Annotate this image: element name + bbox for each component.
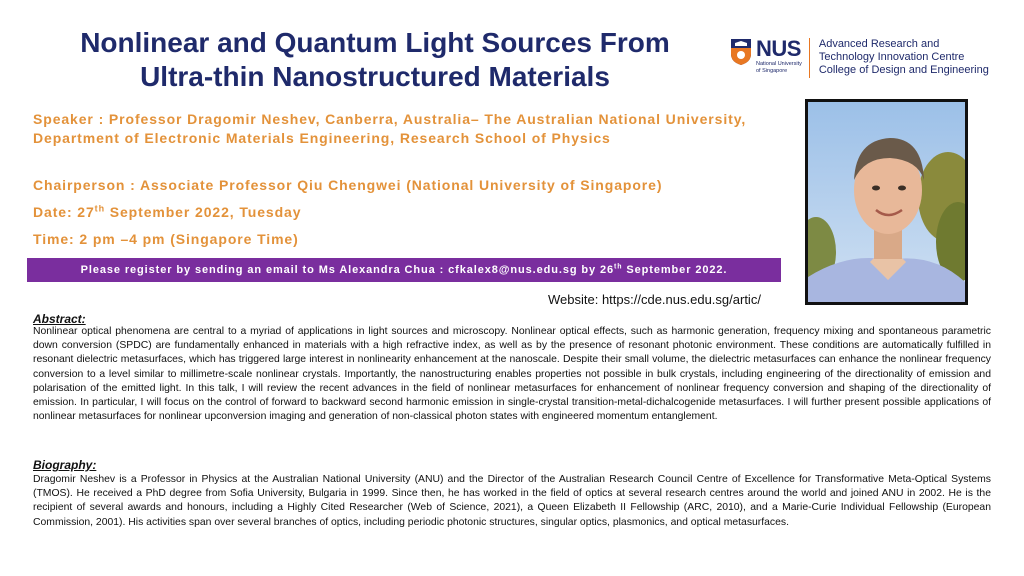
centre-line-1: Advanced Research and [818,38,940,50]
biography-text: Dragomir Neshev is a Professor in Physics at the Australian National University (ANU) and the Director of the Australian Research Council Centre of Excellence for Transformative Meta-Optical Systems (TMOS). He received a PhD degree from Sofia University, Bulgaria in 1999. Since then, he has worked in the field of optics at several research centres around the world and joined ANU in 2002. He is the recipient of several awards and honours, including a Highly Cited Researcher (Web of Science, 2021), a Queen Elizabeth II Fellowship (ARC, 2010), and a Marie-Curie Individual Fellowship (European Commission, 2001). His activities span over several branches of optics, including periodic photonic structures, singular optics, plasmonics, and optical metasurfaces. [33,474,991,528]
centre-line-3: College of Design and Engineering [818,64,989,76]
abstract-text: Nonlinear optical phenomena are central to a myriad of applications in light sources and microscopy. Nonlinear optical effects, such as harmonic generation, frequency mixing and spontaneous parametric down conversion (SPDC) are fundamentally enhanced in materials with a high refractive index, as well as by the presence of resonant photonic environment. These conditions are automatically fulfilled in resonant dielectric metasurfaces, which has triggered large interest in nonlinearity enhancement at the nanoscale. Despite their small volume, the dielectric metasurfaces can enhance the nonlinear frequency conversion to a level similar to millimetre-scale nonlinear crystals. Importantly, the nanostructuring enables properties not possible in bulk crystals, including engineering of the directionality of emission and polarisation of the emitted light. In this talk, I will review the recent advances in the field of nonlinear metasurfaces for enhancement of nonlinear frequency conversion and shaping of the directionality of emission. In particular, I will focus on the control of forward to backward second harmonic emission in single-crystal transition-metal-dichalcogenide metasurfaces. I will further present possible applications of nonlinear metasurfaces for nonlinear upconversion imaging and generation of non-classical photon states with engineered momentum entanglement. [33,326,991,423]
page-title [30,26,720,94]
speaker-photo [805,99,968,305]
date-prefix: Date: 27 [33,204,95,220]
website-link[interactable]: Website: https://cde.nus.edu.sg/artic/ [548,292,761,307]
nus-sub-line-2: of Singapore [756,68,788,74]
biography-heading: Biography: [33,458,97,472]
logo-divider [809,38,810,78]
speaker-info: Speaker : Professor Dragomir Neshev, Canberra, Australia– The Australian National University, Department of Electronic Materials Engineering, Research School of Physics [33,111,747,146]
centre-line-2: Technology Innovation Centre [818,51,965,63]
centre-name [819,38,989,77]
title-line-1: Nonlinear and Quantum Light Sources From [80,27,670,58]
nus-wordmark [756,38,802,74]
time-info: Time: 2 pm –4 pm (Singapore Time) [33,231,299,247]
date-ordinal: th [94,203,105,214]
nus-logo [730,38,989,78]
speaker-portrait-icon [808,102,965,302]
nus-crest-icon [730,38,752,66]
register-ordinal: th [614,263,623,271]
date-rest: September 2022, Tuesday [104,204,302,220]
chairperson-info: Chairperson : Associate Professor Qiu Chengwei (National University of Singapore) [33,177,663,193]
register-rest: September 2022. [622,264,728,276]
abstract-heading: Abstract: [33,312,86,326]
nus-word: NUS [756,36,801,61]
nus-sub-line-1: National University [756,61,802,67]
registration-banner [27,258,781,282]
register-prefix: Please register by sending an email to Ms Alexandra Chua : cfkalex8@nus.edu.sg by 26 [80,264,615,276]
date-info [33,203,768,222]
title-line-2: Ultra-thin Nanostructured Materials [140,61,610,92]
